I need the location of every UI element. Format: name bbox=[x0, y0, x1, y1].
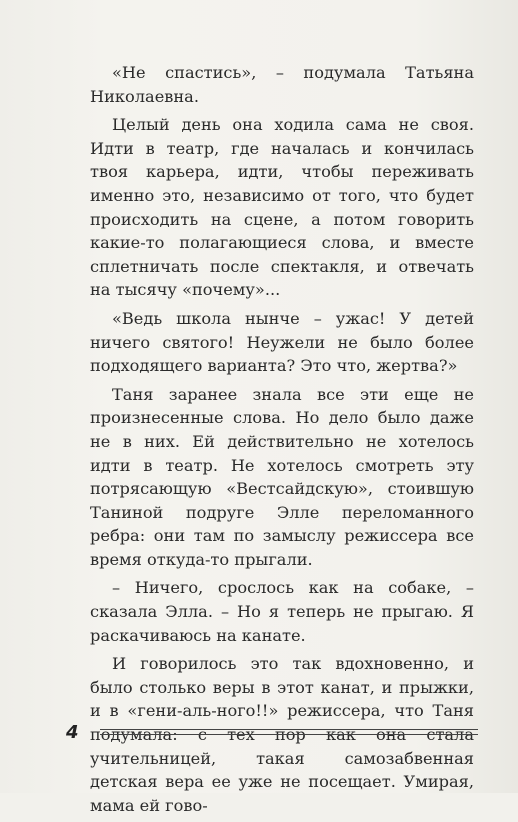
footer-rule-bottom bbox=[100, 734, 478, 735]
footer-rule-top bbox=[100, 729, 478, 730]
page-footer bbox=[66, 723, 478, 743]
paragraph-1: «Не спастись», – подумала Татьяна Николаевна. bbox=[90, 63, 474, 106]
paragraph-2: Целый день она ходила сама не своя. Идти в театр, где началась и кончилась твоя карьера, идти, чтобы переживать именно это, независимо от того, что будет происходить на сцене, а потом говорить какие-то полагающиеся слова, и вместе сплетничать после спектакля, и отвечать на тысячу «почему»... bbox=[90, 115, 474, 300]
paragraph-6: И говорилось это так вдохновенно, и было столько веры в этот канат, и прыжки, и в «гени-аль-ного!!» режиссера, что Таня подумала: с тех пор как она стала учительницей, такая самозабвенная детская вера ее уже не посещает. Умирая, мама ей гово- bbox=[90, 654, 474, 815]
page-number: 4 bbox=[66, 722, 79, 743]
body-text bbox=[90, 61, 474, 822]
paragraph-4: Таня заранее знала все эти еще не произнесенные слова. Но дело было даже не в них. Ей действительно не хотелось идти в театр. Не хотелось смотреть эту потрясающую «Вестсайдскую», стоившую Таниной подруге Элле переломанного ребра: они там по замыслу режиссера все время откуда-то прыгали. bbox=[90, 384, 474, 569]
paragraph-5: – Ничего, срослось как на собаке, – сказала Элла. – Но я теперь не прыгаю. Я раскачиваюсь на канате. bbox=[90, 578, 474, 645]
paragraph-3: «Ведь школа нынче – ужас! У детей ничего святого! Неужели не было более подходящего варианта? Это что, жертва?» bbox=[90, 308, 474, 376]
